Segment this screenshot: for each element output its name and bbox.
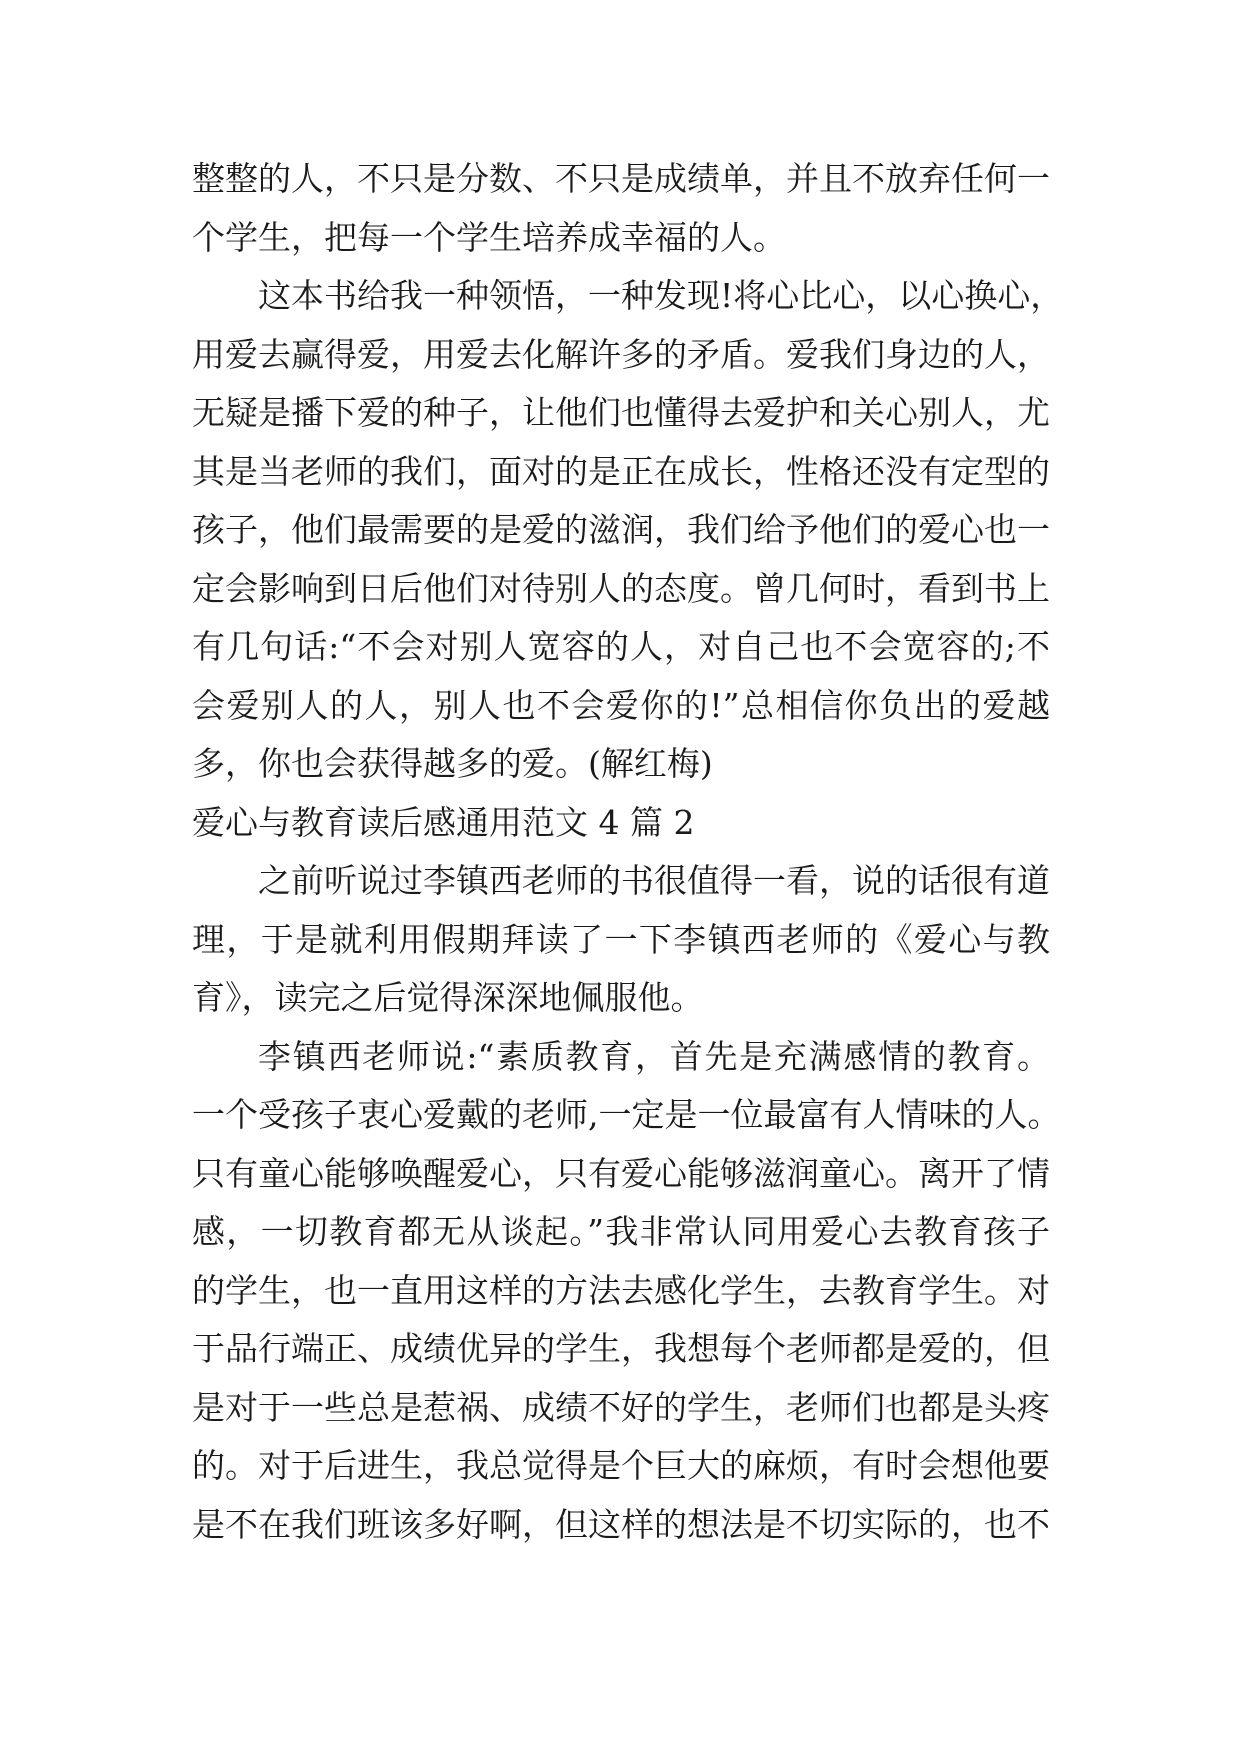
- text-line: 的。对于后进生，我总觉得是个巨大的麻烦，有时会想他要: [192, 1446, 1050, 1485]
- text-line: 孩子，他们最需要的是爱的滋润，我们给予他们的爱心也一: [192, 510, 1050, 549]
- section-heading: 爱心与教育读后感通用范文 4 篇 2: [192, 802, 695, 842]
- text-line: 是对于一些总是惹祸、成绩不好的学生，老师们也都是头疼: [192, 1387, 1050, 1427]
- text-line: 是不在我们班该多好啊，但这样的想法是不切实际的，也不: [192, 1504, 1050, 1544]
- document-body: [192, 150, 1064, 1554]
- text-line: 整整的人，不只是分数、不只是成绩单，并且不放弃任何一: [192, 159, 1050, 198]
- text-line: 有几句话:“不会对别人宽容的人，对自己也不会宽容的;不: [192, 627, 1050, 666]
- text-line: 李镇西老师说:“素质教育，首先是充满感情的教育。: [258, 1036, 1050, 1076]
- text-line: 之前听说过李镇西老师的书很值得一看，说的话很有道: [258, 861, 1050, 900]
- text-line: 一个受孩子衷心爱戴的老师,一定是一位最富有人情味的人。: [192, 1095, 1061, 1134]
- text-line: 感，一切教育都无从谈起。”我非常认同用爱心去教育孩子: [192, 1212, 1050, 1251]
- text-line: 只有童心能够唤醒爱心，只有爱心能够滋润童心。离开了情: [192, 1153, 1050, 1193]
- text-line: 无疑是播下爱的种子，让他们也懂得去爱护和关心别人，尤: [192, 393, 1050, 432]
- text-line: 个学生，把每一个学生培养成幸福的人。: [192, 217, 786, 257]
- text-line: 用爱去赢得爱，用爱去化解许多的矛盾。爱我们身边的人，: [192, 334, 1050, 374]
- text-line: 会爱别人的人，别人也不会爱你的!”总相信你负出的爱越: [192, 685, 1050, 725]
- text-line: 这本书给我一种领悟，一种发现!将心比心，以心换心，: [258, 276, 1064, 315]
- text-line: 育》，读完之后觉得深深地佩服他。: [192, 978, 704, 1017]
- text-line: 多，你也会获得越多的爱。(解红梅): [192, 744, 713, 783]
- text-line: 定会影响到日后他们对待别人的态度。曾几何时，看到书上: [192, 568, 1050, 608]
- text-line: 于品行端正、成绩优异的学生，我想每个老师都是爱的，但: [192, 1329, 1050, 1368]
- text-line: 理，于是就利用假期拜读了一下李镇西老师的《爱心与教: [192, 919, 1050, 959]
- text-line: 其是当老师的我们，面对的是正在成长，性格还没有定型的: [192, 451, 1050, 491]
- text-line: 的学生，也一直用这样的方法去感化学生，去教育学生。对: [192, 1270, 1050, 1310]
